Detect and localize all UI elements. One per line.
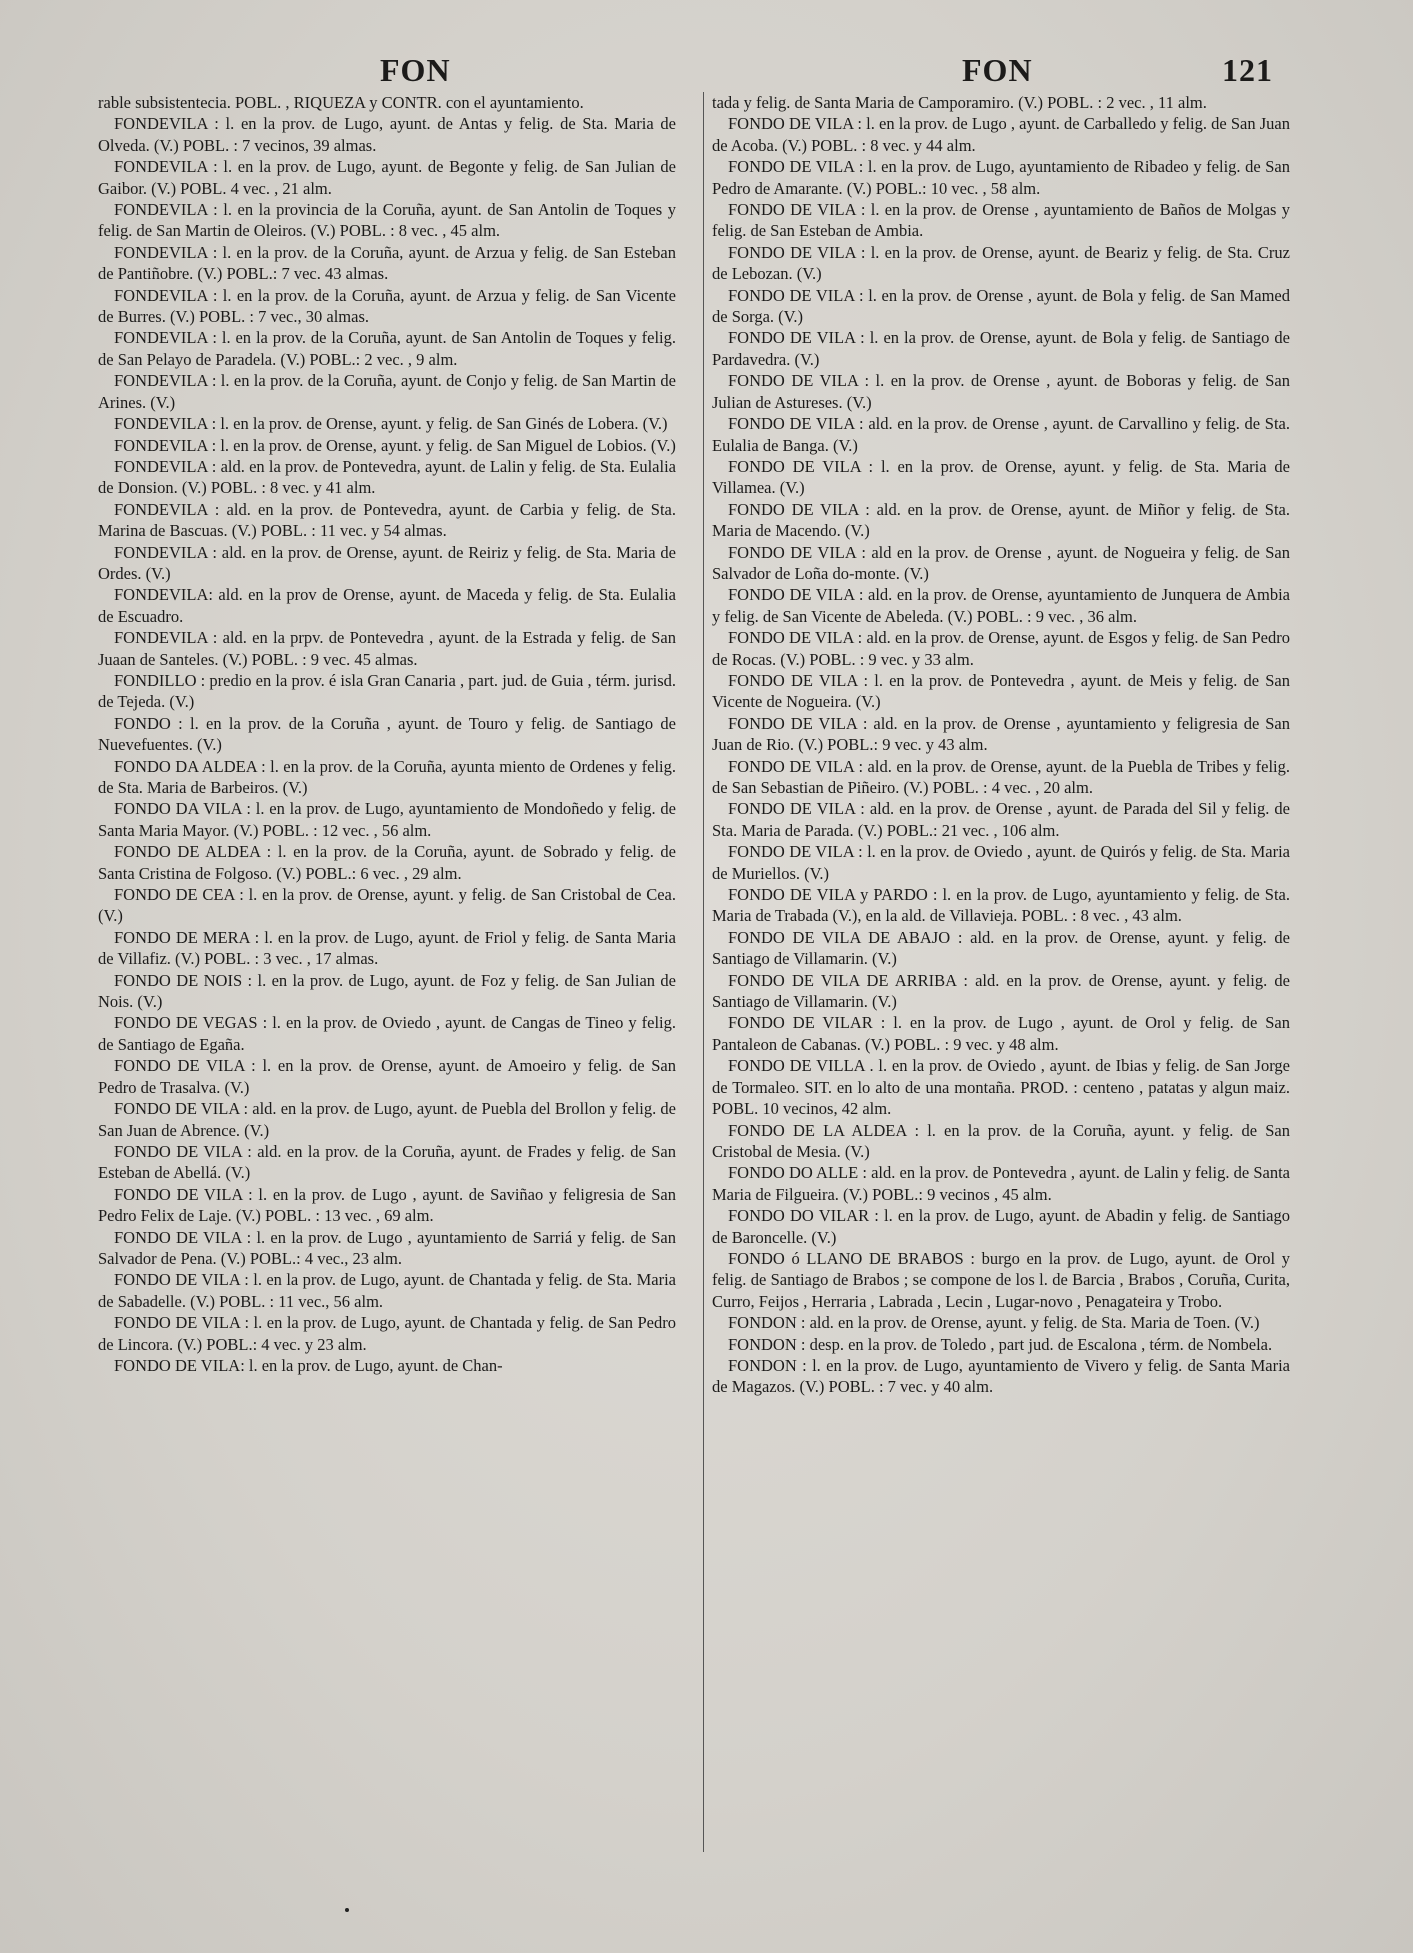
dictionary-entry: FONDEVILA : l. en la prov. de la Coruña, ayunt. de Arzua y felig. de San Vicente de Burres. (V.) POBL. : 7 vec., 30 almas. [98,285,676,327]
dictionary-entry: FONDO DE VILA : l. en la prov. de Lugo, ayunt. de Chantada y felig. de San Pedro de Lincora. (V.) POBL.: 4 vec. y 23 alm. [98,1313,676,1354]
dictionary-entry: FONDO DE MERA : l. en la prov. de Lugo, ayunt. de Friol y felig. de Santa Maria de Villafiz. (V.) POBL. : 3 vec. , 17 almas. [98,927,676,969]
dictionary-entry: FONDEVILA : l. en la prov. de la Coruña, ayunt. de San Antolin de Toques y felig. de San Pelayo de Paradela. (V.) POBL.: 2 vec. , 9 alm. [98,328,676,369]
dictionary-entry: FONDILLO : predio en la prov. é isla Gran Canaria , part. jud. de Guia , térm. jurisd. de Tejeda. (V.) [98,670,676,712]
dictionary-entry: FONDEVILA : ald. en la prov. de Pontevedra, ayunt. de Carbia y felig. de Sta. Marina de Bascuas. (V.) POBL. : 11 vec. y 54 almas. [98,499,676,541]
right-column [712,92,1290,1398]
dictionary-entry: FONDEVILA : l. en la prov. de Orense, ayunt. y felig. de San Ginés de Lobera. (V.) [114,414,668,434]
dictionary-entry: FONDO DE VILA : ald. en la prov. de Orense, ayunt. de la Puebla de Tribes y felig. de San Sebastian de Piñeiro. (V.) POBL. : 4 vec. , 20 alm. [712,756,1290,797]
dictionary-entry: FONDO DE ALDEA : l. en la prov. de la Coruña, ayunt. de Sobrado y felig. de Santa Cristina de Folgoso. (V.) POBL.: 6 vec. , 29 alm. [98,842,676,883]
dictionary-entry: rable subsistentecia. POBL. , RIQUEZA y CONTR. con el ayuntamiento. [98,93,584,112]
dictionary-entry: FONDO DE VILA : l. en la prov. de Lugo , ayuntamiento de Sarriá y felig. de San Salvador de Pena. (V.) POBL.: 4 vec., 23 alm. [98,1227,676,1268]
column-divider [703,92,704,1852]
dictionary-entry: FONDO DE VILA : l. en la prov. de Pontevedra , ayunt. de Meis y felig. de San Vicente de Nogueira. (V.) [712,670,1290,712]
dictionary-entry: FONDO DE VILA : l. en la prov. de Orense, ayunt. de Amoeiro y felig. de San Pedro de Trasalva. (V.) [98,1056,676,1097]
dictionary-entry: FONDO DE VILA : l. en la prov. de Orense , ayunt. de Bola y felig. de San Mamed de Sorga. (V.) [712,285,1290,327]
dictionary-entry: FONDO DA ALDEA : l. en la prov. de la Coruña, ayunta miento de Ordenes y felig. de Sta. Maria de Barbeiros. (V.) [98,756,676,797]
dictionary-entry: FONDO DO ALLE : ald. en la prov. de Pontevedra , ayunt. de Lalin y felig. de Santa Maria de Filgueira. (V.) POBL.: 9 vecinos , 45 alm. [712,1163,1290,1204]
dictionary-entry: FONDO DE VILA : l. en la prov. de Lugo , ayunt. de Carballedo y felig. de San Juan de Acoba. (V.) POBL. : 8 vec. y 44 alm. [712,114,1290,155]
dictionary-entry: FONDEVILA : l. en la prov. de la Coruña, ayunt. de Arzua y felig. de San Esteban de Pantiñobre. (V.) POBL.: 7 vec. 43 almas. [98,242,676,284]
dictionary-entry: FONDO DE VILA DE ARRIBA : ald. en la prov. de Orense, ayunt. y felig. de Santiago de Villamarin. (V.) [712,970,1290,1012]
dictionary-entry: FONDEVILA : l. en la provincia de la Coruña, ayunt. de San Antolin de Toques y felig. de San Martin de Oleiros. (V.) POBL. : 8 vec. , 45 alm. [98,200,676,241]
dictionary-entry: FONDO ó LLANO DE BRABOS : burgo en la prov. de Lugo, ayunt. de Orol y felig. de Santiago de Brabos ; se compone de los l. de Barcia , Brabos , Coruña, Curita, Curro, Feijos , Herraria , Labrada , Lecin , Lugar-novo , Penagateira y Trobo. [712,1248,1290,1311]
dictionary-entry: FONDO DE VILA : l. en la prov. de Lugo, ayunt. de Chantada y felig. de Sta. Maria de Sabadelle. (V.) POBL. : 11 vec., 56 alm. [98,1270,676,1311]
dictionary-entry: FONDO DO VILAR : l. en la prov. de Lugo, ayunt. de Abadin y felig. de Santiago de Baroncelle. (V.) [712,1206,1290,1247]
dictionary-entry: FONDON : ald. en la prov. de Orense, ayunt. y felig. de Sta. Maria de Toen. (V.) [728,1313,1260,1333]
dictionary-entry: FONDO DE VILA : l. en la prov. de Orense , ayuntamiento de Baños de Molgas y felig. de San Esteban de Ambia. [712,200,1290,241]
dictionary-entry: FONDO DE VILA : l. en la prov. de Lugo , ayunt. de Saviñao y feligresia de San Pedro Felix de Laje. (V.) POBL. : 13 vec. , 69 alm. [98,1184,676,1226]
dictionary-entry: FONDON : l. en la prov. de Lugo, ayuntamiento de Vivero y felig. de Santa Maria de Magazos. (V.) POBL. : 7 vec. y 40 alm. [712,1355,1290,1397]
dictionary-entry: FONDO DA VILA : l. en la prov. de Lugo, ayuntamiento de Mondoñedo y felig. de Santa Maria Mayor. (V.) POBL. : 12 vec. , 56 alm. [98,799,676,840]
dictionary-entry: FONDO DE VILA: l. en la prov. de Lugo, ayunt. de Chan- [114,1355,503,1375]
dictionary-entry: FONDEVILA : l. en la prov. de la Coruña, ayunt. de Conjo y felig. de San Martin de Arines. (V.) [98,371,676,412]
dictionary-entry: FONDO : l. en la prov. de la Coruña , ayunt. de Touro y felig. de Santiago de Nuevefuentes. (V.) [98,713,676,755]
ink-speck [345,1908,349,1912]
dictionary-entry: FONDO DE VILA : ald. en la prov. de Lugo, ayunt. de Puebla del Brollon y felig. de San Juan de Abrence. (V.) [98,1099,676,1140]
dictionary-entry: FONDO DE VILA DE ABAJO : ald. en la prov. de Orense, ayunt. y felig. de Santiago de Villamarin. (V.) [712,927,1290,969]
dictionary-entry: tada y felig. de Santa Maria de Camporamiro. (V.) POBL. : 2 vec. , 11 alm. [712,93,1207,112]
dictionary-entry: FONDO DE VILAR : l. en la prov. de Lugo , ayunt. de Orol y felig. de San Pantaleon de Cabanas. (V.) POBL. : 9 vec. y 48 alm. [712,1013,1290,1054]
dictionary-entry: FONDO DE VILA y PARDO : l. en la prov. de Lugo, ayuntamiento y felig. de Sta. Maria de Trabada (V.), en la ald. de Villavieja. POBL. : 8 vec. , 43 alm. [712,885,1290,926]
dictionary-entry: FONDO DE LA ALDEA : l. en la prov. de la Coruña, ayunt. y felig. de San Cristobal de Mesia. (V.) [712,1120,1290,1161]
dictionary-entry: FONDO DE VILA : ald. en la prov. de Orense, ayunt. de Miñor y felig. de Sta. Maria de Macendo. (V.) [712,499,1290,541]
dictionary-entry: FONDO DE VILA : l. en la prov. de Orense, ayunt. y felig. de Sta. Maria de Villamea. (V.) [712,456,1290,498]
dictionary-entry: FONDO DE NOIS : l. en la prov. de Lugo, ayunt. de Foz y felig. de San Julian de Nois. (V.) [98,970,676,1012]
dictionary-entry: FONDO DE CEA : l. en la prov. de Orense, ayunt. y felig. de San Cristobal de Cea. (V.) [98,885,676,926]
running-head-left: FON [380,52,451,88]
running-head-right: FON [962,52,1033,88]
dictionary-entry: FONDO DE VILA : l. en la prov. de Orense, ayunt. de Beariz y felig. de Sta. Cruz de Lebozan. (V.) [712,242,1290,284]
dictionary-entry: FONDO DE VILA : ald. en la prov. de Orense, ayunt. de Esgos y felig. de San Pedro de Rocas. (V.) POBL. : 9 vec. y 33 alm. [712,628,1290,669]
dictionary-entry: FONDO DE VILA : l. en la prov. de Oviedo , ayunt. de Quirós y felig. de Sta. Maria de Muriellos. (V.) [712,842,1290,883]
dictionary-entry: FONDO DE VILA : ald. en la prov. de Orense , ayunt. de Parada del Sil y felig. de Sta. Maria de Parada. (V.) POBL.: 21 vec. , 106 alm. [712,799,1290,840]
dictionary-entry: FONDO DE VILA : ald. en la prov. de Orense , ayuntamiento y feligresia de San Juan de Rio. (V.) POBL.: 9 vec. y 43 alm. [712,713,1290,755]
dictionary-entry: FONDO DE VILA : ald. en la prov. de Orense, ayuntamiento de Junquera de Ambia y felig. de San Vicente de Abeleda. (V.) POBL. : 9 vec. , 36 alm. [712,585,1290,626]
dictionary-entry: FONDEVILA : l. en la prov. de Lugo, ayunt. de Begonte y felig. de San Julian de Gaibor. (V.) POBL. 4 vec. , 21 alm. [98,157,676,198]
dictionary-entry: FONDO DE VILA : ald. en la prov. de Orense , ayunt. de Carvallino y felig. de Sta. Eulalia de Banga. (V.) [712,414,1290,455]
dictionary-entry: FONDO DE VEGAS : l. en la prov. de Oviedo , ayunt. de Cangas de Tineo y felig. de Santiago de Egaña. [98,1013,676,1054]
dictionary-entry: FONDEVILA : l. en la prov. de Lugo, ayunt. de Antas y felig. de Sta. Maria de Olveda. (V.) POBL. : 7 vecinos, 39 almas. [98,114,676,155]
dictionary-entry: FONDON : desp. en la prov. de Toledo , part jud. de Escalona , térm. de Nombela. [728,1334,1273,1354]
dictionary-entry: FONDEVILA : ald. en la prov. de Pontevedra, ayunt. de Lalin y felig. de Sta. Eulalia de Donsion. (V.) POBL. : 8 vec. y 41 alm. [98,456,676,498]
dictionary-entry: FONDO DE VILLA . l. en la prov. de Oviedo , ayunt. de Ibias y felig. de San Jorge de Tormaleo. SIT. en lo alto de una montaña. PROD. : centeno , patatas y algun maiz. POBL. 10 vecinos, 42 alm. [712,1056,1290,1119]
dictionary-entry: FONDO DE VILA : l. en la prov. de Orense , ayunt. de Boboras y felig. de San Julian de Astureses. (V.) [712,371,1290,412]
dictionary-entry: FONDO DE VILA : l. en la prov. de Lugo, ayuntamiento de Ribadeo y felig. de San Pedro de Amarante. (V.) POBL.: 10 vec. , 58 alm. [712,157,1290,198]
dictionary-entry: FONDEVILA : l. en la prov. de Orense, ayunt. y felig. de San Miguel de Lobios. (V.) [114,435,676,455]
dictionary-entry: FONDO DE VILA : ald. en la prov. de la Coruña, ayunt. de Frades y felig. de San Esteban de Abellá. (V.) [98,1141,676,1183]
page-number: 121 [1222,52,1273,88]
dictionary-entry: FONDEVILA : ald. en la prpv. de Pontevedra , ayunt. de la Estrada y felig. de San Juaan de Santeles. (V.) POBL. : 9 vec. 45 almas. [98,628,676,669]
left-column [98,92,676,1376]
dictionary-entry: FONDO DE VILA : ald en la prov. de Orense , ayunt. de Nogueira y felig. de San Salvador de Loña do-monte. (V.) [712,542,1290,583]
dictionary-entry: FONDEVILA : ald. en la prov. de Orense, ayunt. de Reiriz y felig. de Sta. Maria de Ordes. (V.) [98,542,676,583]
dictionary-entry: FONDO DE VILA : l. en la prov. de Orense, ayunt. de Bola y felig. de Santiago de Pardavedra. (V.) [712,328,1290,369]
dictionary-entry: FONDEVILA: ald. en la prov de Orense, ayunt. de Maceda y felig. de Sta. Eulalia de Escuadro. [98,585,676,626]
